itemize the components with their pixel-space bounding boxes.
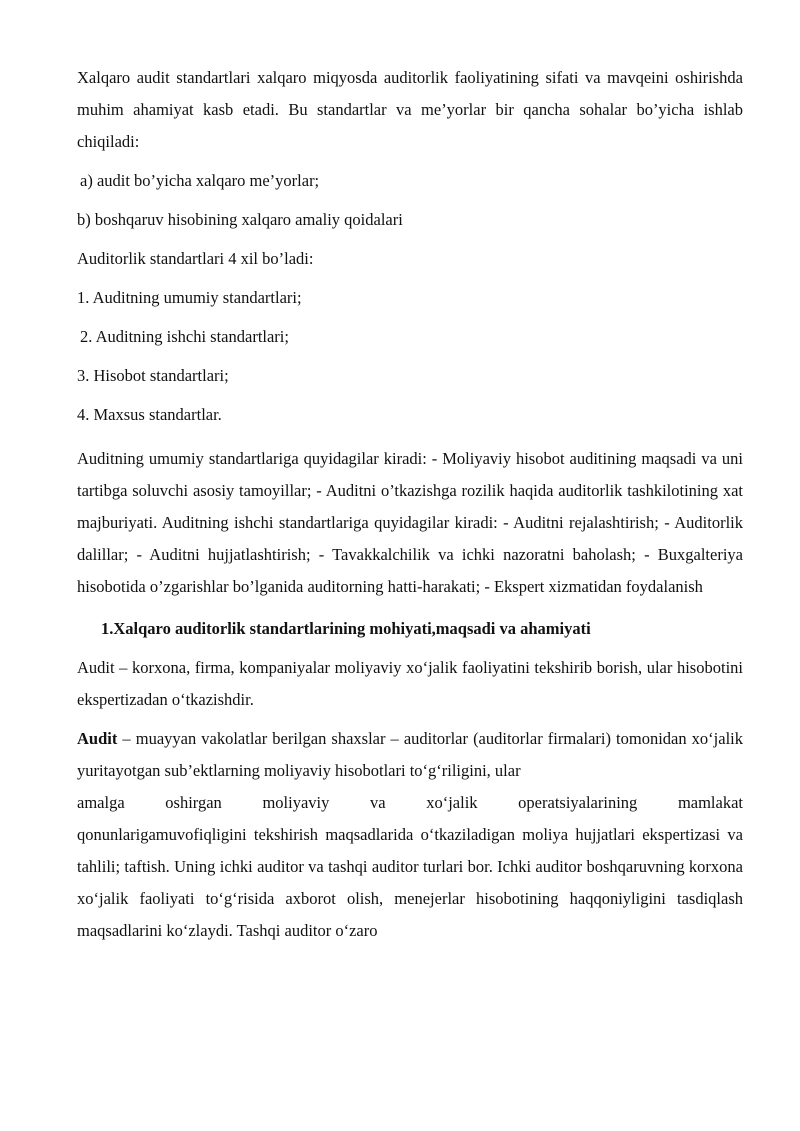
standard-type-item: 4. Maxsus standartlar. (77, 405, 222, 424)
intro-paragraph: Xalqaro audit standartlari xalqaro miqyosda auditorlik faoliyatining sifati va mavqeini oshirishda muhim ahamiyat kasb etadi. Bu standartlar va me’yorlar bir qancha sohalar bo’yicha ishlab chiqiladi: (77, 68, 743, 151)
standard-type-item: 3. Hisobot standartlari; (77, 366, 229, 385)
audit-detail-line-2: amalga oshirgan moliyaviy va xo‘jalik operatsiyalarining mamlakat (77, 793, 743, 812)
audit-definition-paragraph: Audit – korxona, firma, kompaniyalar moliyaviy xo‘jalik faoliyatini tekshirib borish, ular hisobotini ekspertizadan o‘tkazishdir. (77, 658, 743, 709)
audit-term: Audit (77, 729, 118, 748)
standard-type-item: 1. Auditning umumiy standartlari; (77, 288, 302, 307)
standard-type-item: 2. Auditning ishchi standartlari; (80, 327, 289, 346)
standards-description-paragraph: Auditning umumiy standartlariga quyidagilar kiradi: - Moliyaviy hisobot auditining maqsadi va uni tartibga soluvchi asosiy tamoyillar; - Auditni o’tkazishga rozilik haqida auditorlik tashkilotining xat majburiyati. Auditning ishchi standartlariga quyidagilar kiradi: - Auditni rejalashtirish; - Auditorlik dalillar; - Auditni hujjatlashtirish; - Tavakkalchilik va ichki nazoratni baholash; - Buxgalteriya hisobotida o’zgarishlar bo’lganida auditorning hatti-harakati; - Ekspert xizmatidan foydalanish (77, 449, 743, 596)
section-heading: 1.Xalqaro auditorlik standartlarining mohiyati,maqsadi va ahamiyati (101, 619, 591, 638)
document-page (77, 62, 743, 947)
list-item-a: a) audit bo’yicha xalqaro me’yorlar; (80, 171, 320, 190)
standards-types-intro: Auditorlik standartlari 4 xil bo’ladi: (77, 249, 314, 268)
list-item-b: b) boshqaruv hisobining xalqaro amaliy qoidalari (77, 210, 403, 229)
audit-detail-line-3: qonunlarigamuvofiqligini tekshirish maqsadlarida o‘tkaziladigan moliya hujjatlari ekspertizasi va tahlili; taftish. Uning ichki auditor va tashqi auditor turlari bor. Ichki auditor boshqaruvning korxona xo‘jalik faoliyati to‘g‘risida axborot olish, menejerlar hisobotining haqqoniyligini tasdiqlash maqsadlarini ko‘zlaydi. Tashqi auditor o‘zaro (77, 825, 743, 940)
audit-detail-line-1: Audit – muayyan vakolatlar berilgan shaxslar – auditorlar (auditorlar firmalari) tomonidan xo‘jalik yuritayotgan sub’ektlarning moliyaviy hisobotlari to‘g‘riligini, ular (77, 729, 743, 780)
audit-detail-paragraph (77, 723, 743, 947)
